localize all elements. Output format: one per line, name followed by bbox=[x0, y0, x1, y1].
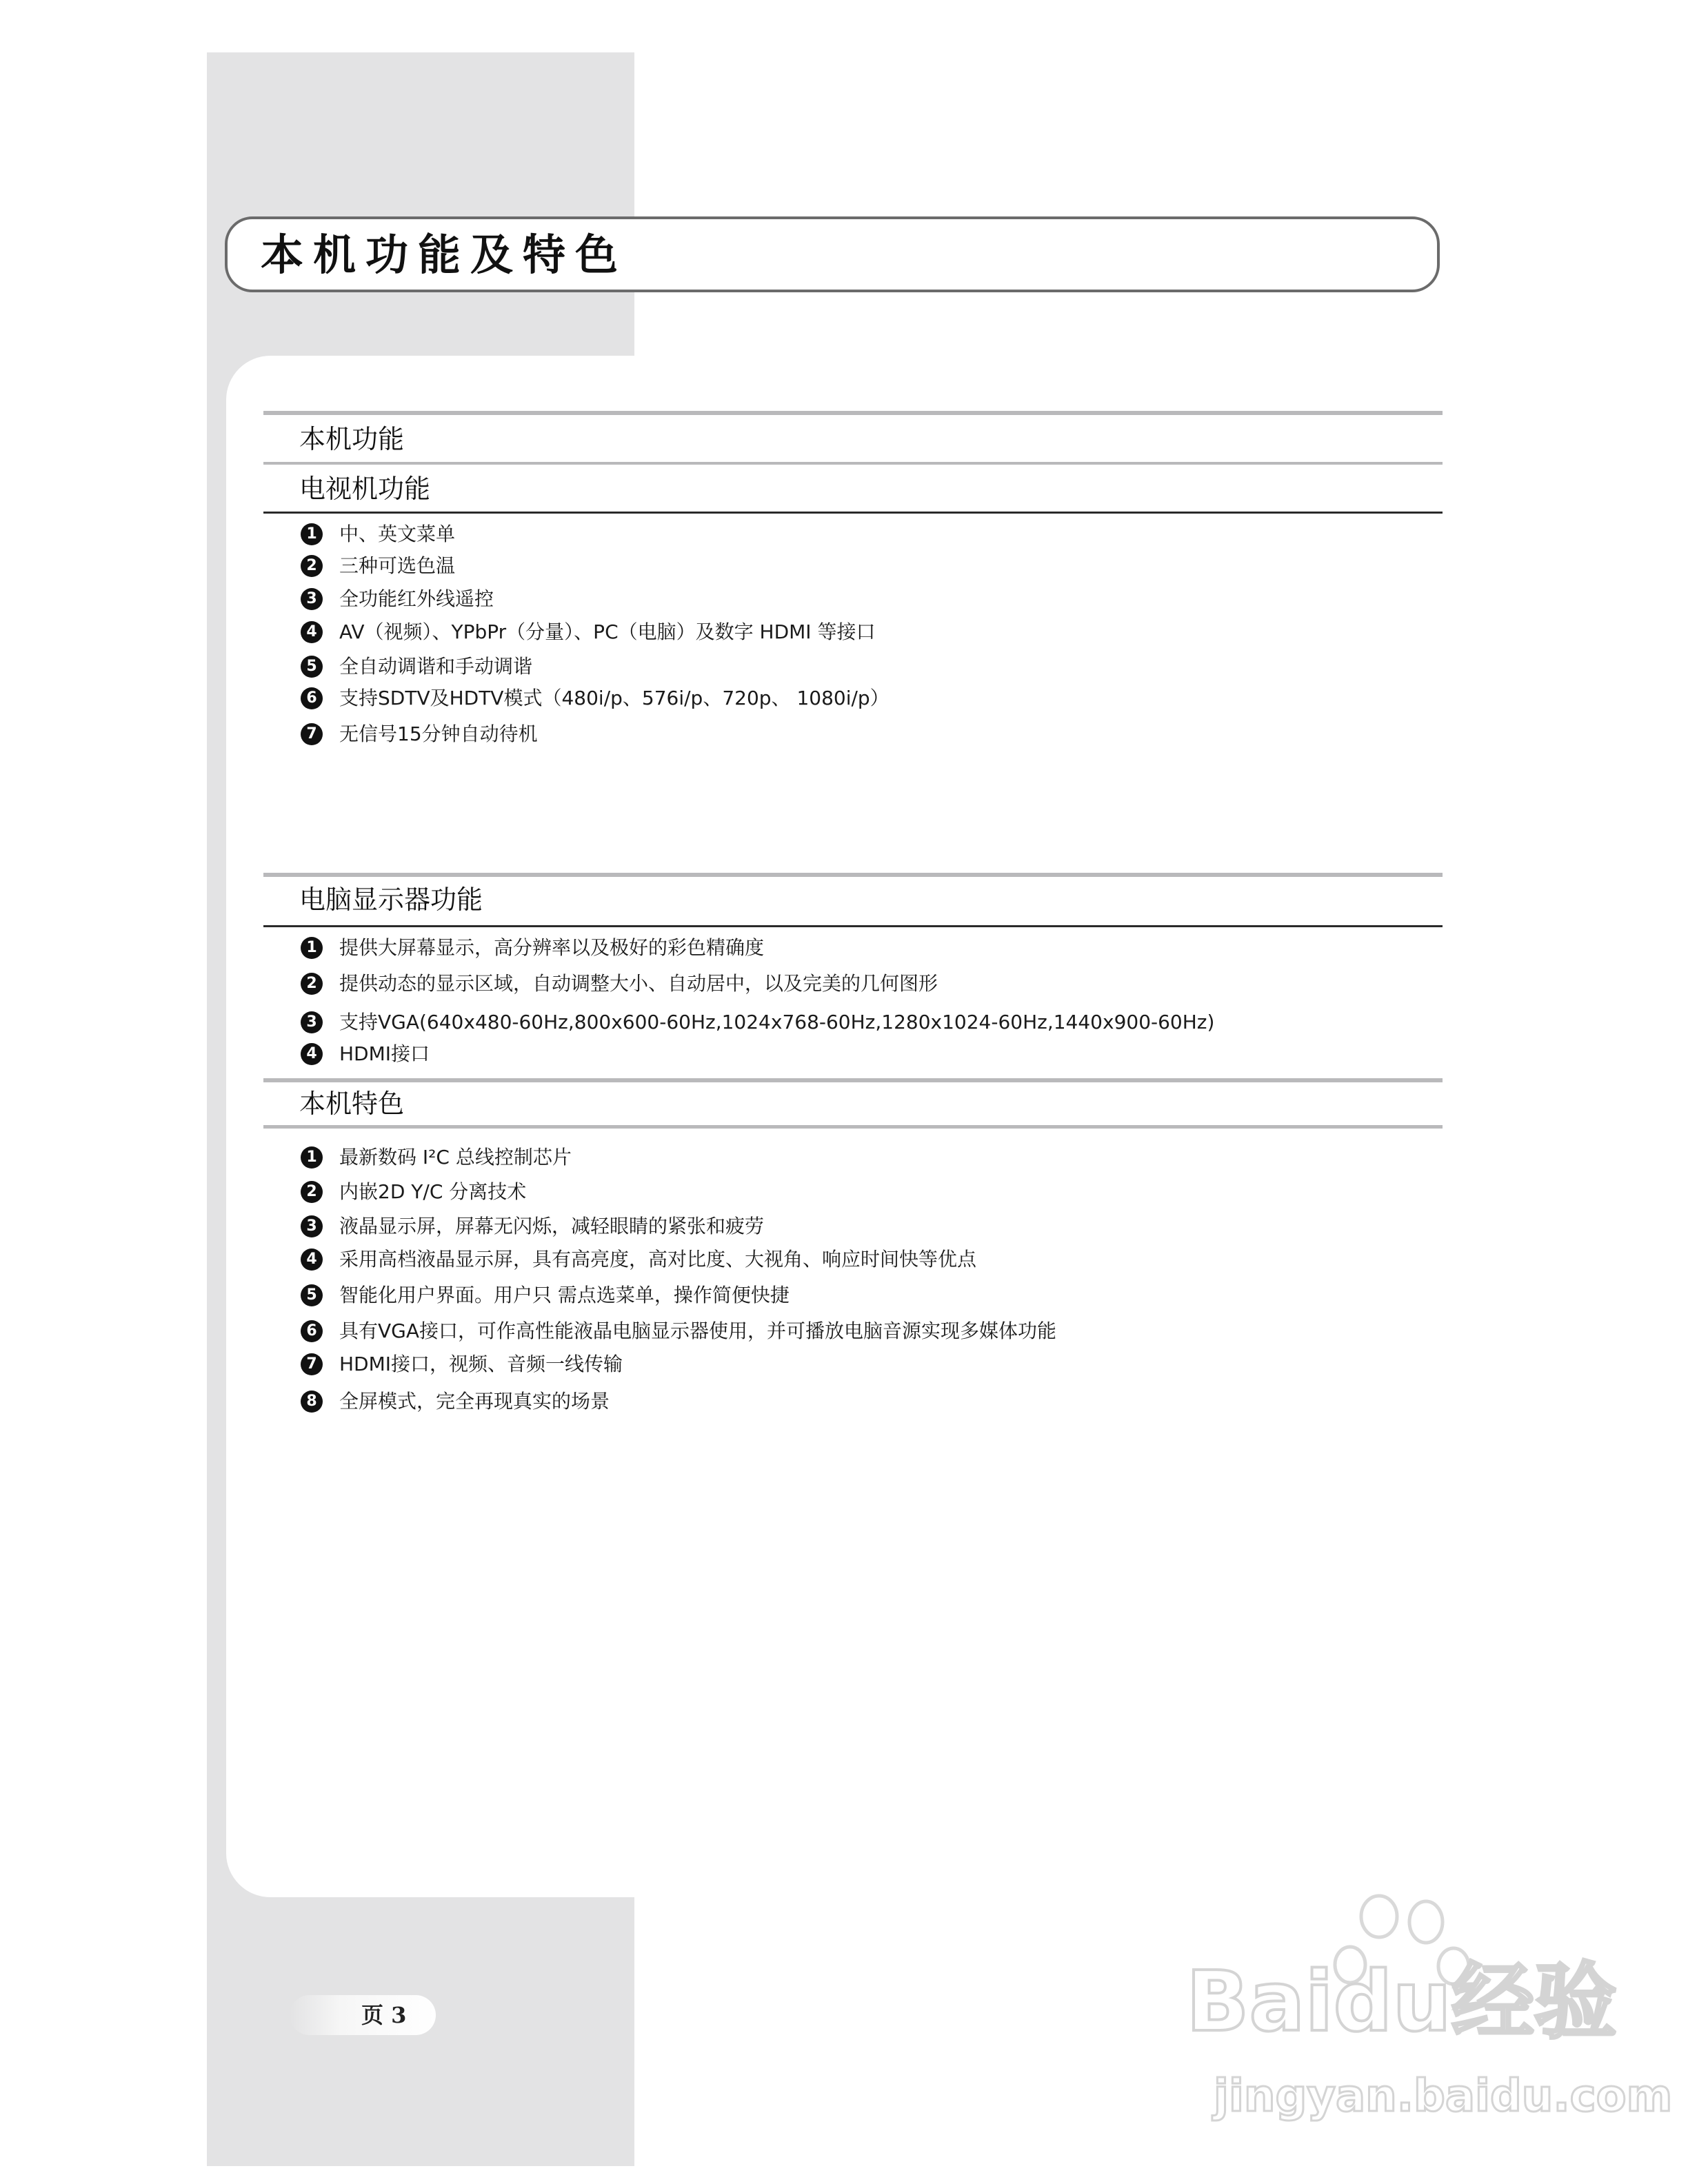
list-item-text: 无信号15分钟自动待机 bbox=[339, 722, 538, 745]
rule-tv bbox=[263, 462, 1443, 465]
number-bullet-icon: 6 bbox=[301, 687, 323, 709]
list-item-text: 采用高档液晶显示屏，具有高亮度，高对比度、大视角、响应时间快等优点 bbox=[339, 1248, 977, 1271]
number-bullet-icon: 3 bbox=[301, 588, 323, 610]
page-number: 页 3 bbox=[361, 2002, 407, 2028]
number-bullet-icon: 5 bbox=[301, 1284, 323, 1306]
list-item-text: 液晶显示屏，屏幕无闪烁，减轻眼睛的紧张和疲劳 bbox=[339, 1215, 765, 1237]
number-bullet-icon: 3 bbox=[301, 1011, 323, 1033]
list-item-text: 智能化用户界面。用户只 需点选菜单，操作简便快捷 bbox=[339, 1284, 790, 1306]
number-bullet-icon: 7 bbox=[301, 723, 323, 745]
list-item-text: 中、英文菜单 bbox=[339, 523, 456, 545]
list-item-text: HDMI接口，视频、音频一线传输 bbox=[339, 1353, 623, 1375]
rule-special bbox=[263, 1078, 1443, 1082]
number-bullet-icon: 1 bbox=[301, 937, 323, 959]
number-bullet-icon: 7 bbox=[301, 1353, 323, 1375]
number-bullet-icon: 6 bbox=[301, 1320, 323, 1342]
number-bullet-icon: 5 bbox=[301, 656, 323, 678]
watermark-brand: Baidu经验 bbox=[1186, 1954, 1617, 2050]
list-item-text: 全功能红外线遥控 bbox=[339, 587, 494, 610]
heading-special: 本机特色 bbox=[299, 1089, 405, 1119]
title-banner bbox=[225, 216, 1440, 292]
number-bullet-icon: 1 bbox=[301, 523, 323, 545]
number-bullet-icon: 1 bbox=[301, 1146, 323, 1169]
heading-pc: 电脑显示器功能 bbox=[299, 884, 483, 915]
list-item-text: 具有VGA接口，可作高性能液晶电脑显示器使用，并可播放电脑音源实现多媒体功能 bbox=[339, 1320, 1057, 1342]
number-bullet-icon: 3 bbox=[301, 1215, 323, 1237]
list-item-text: 支持SDTV及HDTV模式（480i/p、576i/p、720p、 1080i/p） bbox=[339, 687, 890, 709]
number-bullet-icon: 4 bbox=[301, 621, 323, 643]
number-bullet-icon: 4 bbox=[301, 1043, 323, 1065]
list-item-text: 三种可选色温 bbox=[339, 554, 456, 577]
list-item-text: 提供大屏幕显示，高分辨率以及极好的彩色精确度 bbox=[339, 936, 765, 959]
page-number-badge bbox=[290, 1995, 436, 2035]
watermark-url: jingyan.baidu.com bbox=[1214, 2071, 1673, 2122]
list-item-text: HDMI接口 bbox=[339, 1042, 430, 1065]
number-bullet-icon: 2 bbox=[301, 555, 323, 577]
page-title: 本机功能及特色 bbox=[261, 230, 628, 280]
number-bullet-icon: 2 bbox=[301, 973, 323, 995]
list-item-text: AV（视频）、YPbPr（分量）、PC（电脑）及数字 HDMI 等接口 bbox=[339, 620, 876, 643]
heading-tv: 电视机功能 bbox=[299, 474, 431, 504]
list-item-text: 最新数码 I²C 总线控制芯片 bbox=[339, 1146, 572, 1169]
list-item-text: 内嵌2D Y/C 分离技术 bbox=[339, 1180, 527, 1203]
list-item-text: 全屏模式，完全再现真实的场景 bbox=[339, 1390, 610, 1413]
rule-special-bottom bbox=[263, 1125, 1443, 1129]
rule-top bbox=[263, 411, 1443, 415]
baidu-watermark-logo bbox=[1172, 1889, 1673, 2137]
rule-pc bbox=[263, 873, 1443, 877]
rule-pc-bottom bbox=[263, 925, 1443, 927]
number-bullet-icon: 8 bbox=[301, 1391, 323, 1413]
number-bullet-icon: 4 bbox=[301, 1248, 323, 1271]
list-item-text: 全自动调谐和手动调谐 bbox=[339, 655, 533, 678]
list-item-text: 提供动态的显示区域，自动调整大小、自动居中，以及完美的几何图形 bbox=[339, 972, 938, 995]
number-bullet-icon: 2 bbox=[301, 1181, 323, 1203]
list-item-text: 支持VGA(640x480-60Hz,800x600-60Hz,1024x768-60Hz,1280x1024-60Hz,1440x900-60Hz) bbox=[339, 1011, 1215, 1033]
rule-tv-bottom bbox=[263, 512, 1443, 514]
heading-features: 本机功能 bbox=[299, 424, 405, 454]
